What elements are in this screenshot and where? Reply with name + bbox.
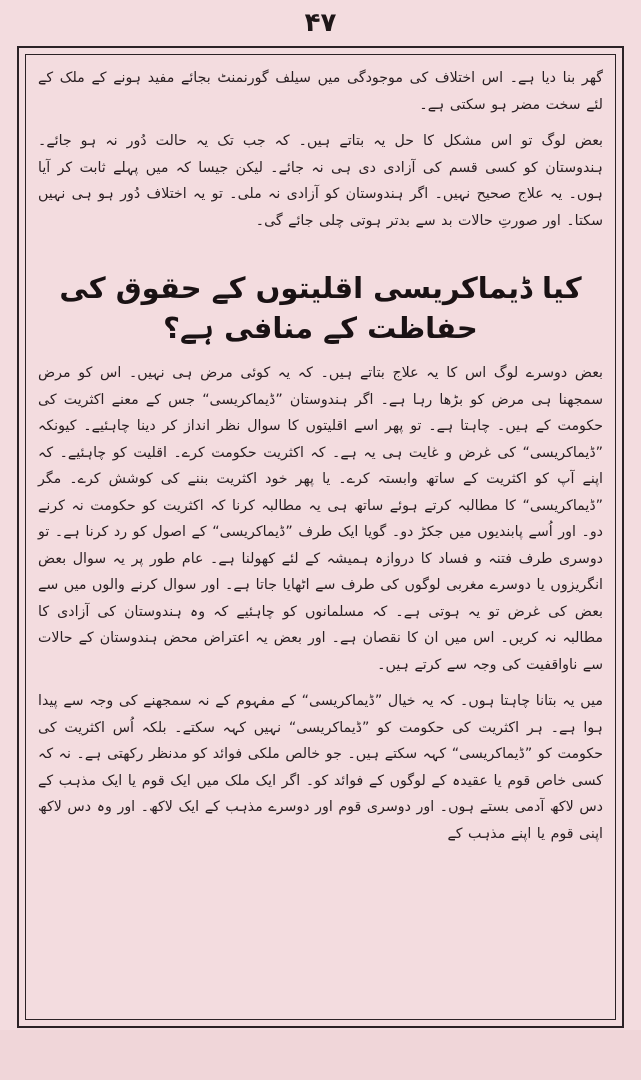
text-frame [25,54,616,1020]
paragraph: بعض لوگ تو اس مشکل کا حل یہ بتاتے ہیں۔ کہ جب تک یہ حالت دُور نہ ہو جائے۔ ہندوستان کو کسی قسم کی آزادی دی ہی نہ جائے۔ لیکن جیسا کہ میں پہلے ثابت کر آیا ہوں۔ یہ علاج صحیح نہیں۔ اگر ہندوستان کو آزادی نہ ملی۔ تو یہ اختلاف دُور ہو ہی نہیں سکتا۔ اور صورتِ حالات بد سے بدتر ہوتی چلی جائے گی۔ [38,133,603,229]
paragraph: بعض دوسرے لوگ اس کا یہ علاج بتاتے ہیں۔ کہ یہ کوئی مرض ہی نہیں۔ اس کو مرض سمجھنا ہی مرض کو بڑھا رہا ہے۔ اگر ہندوستان ”ڈیماکریسی“ جس کے معنے اکثریت کی حکومت کے ہیں۔ چاہتا ہے۔ تو پھر اسے اقلیتوں کا سوال نظر انداز کر دینا چاہئیے۔ کیونکہ ”ڈیماکریسی“ کی غرض و غایت ہی یہ ہے۔ کہ اکثریت حکومت کرے۔ اقلیت کو چاہئیے۔ کہ اپنے آپ کو اکثریت کے ساتھ وابستہ کرے۔ یا پھر خود اکثریت بننے کی کوشش کرے۔ مگر ”ڈیماکریسی“ کا مطالبہ کرتے ہوئے ساتھ ہی یہ مطالبہ کرنا کہ اکثریت کو حکومت نہ کرنے دو۔ اور اُسے پابندیوں میں جکڑ دو۔ گویا ایک طرف ”ڈیماکریسی“ کے اصول کو رد کرنا ہے۔ تو دوسری طرف فتنہ و فساد کا دروازہ ہمیشہ کے لئے کھولنا ہے۔ عام طور پر یہ سوال بعض انگریزوں یا دوسرے مغربی لوگوں کی طرف سے اٹھایا جاتا ہے۔ اور سوال کرنے والوں میں سے بعض کی غرض تو یہ ہوتی ہے۔ کہ مسلمانوں کو چاہئیے کہ وہ ہندوستان کی آزادی کا مطالبہ نہ کریں۔ اس میں ان کا نقصان ہے۔ اور بعض یہ اعتراض محض ہندوستان کے حالات سے ناواقفیت کی وجہ سے کرتے ہیں۔ [38,365,603,673]
bottom-margin [0,1030,641,1080]
section-heading: کیا ڈیماکریسی اقلیتوں کے حقوق کی حفاظت کے منافی ہے؟ [59,271,582,345]
paragraph: گھر بنا دیا ہے۔ اس اختلاف کی موجودگی میں سیلف گورنمنٹ بجائے مفید ہونے کے ملک کے لئے سخت مضر ہو سکتی ہے۔ [38,70,603,113]
page-number: ۴۷ [304,8,337,38]
paragraph: میں یہ بتانا چاہتا ہوں۔ کہ یہ خیال ”ڈیماکریسی“ کے مفہوم کے نہ سمجھنے کی وجہ سے پیدا ہوا ہے۔ ہر اکثریت کی حکومت کو ”ڈیماکریسی“ نہیں کہہ سکتے۔ بلکہ اُس اکثریت کی حکومت کو ”ڈیماکریسی“ کہہ سکتے ہیں۔ جو خالص ملکی فوائد کو مدنظر رکھتی ہے۔ نہ کہ کسی خاص قوم یا عقیدہ کے لوگوں کے فوائد کو۔ اگر ایک ملک میں ایک قوم یا ایک مذہب کے دس لاکھ آدمی بستے ہوں۔ اور دوسری قوم اور دوسرے مذہب کے ایک لاکھ۔ اور وہ دس لاکھ اپنی قوم یا اپنے مذہب کے [38,693,603,842]
